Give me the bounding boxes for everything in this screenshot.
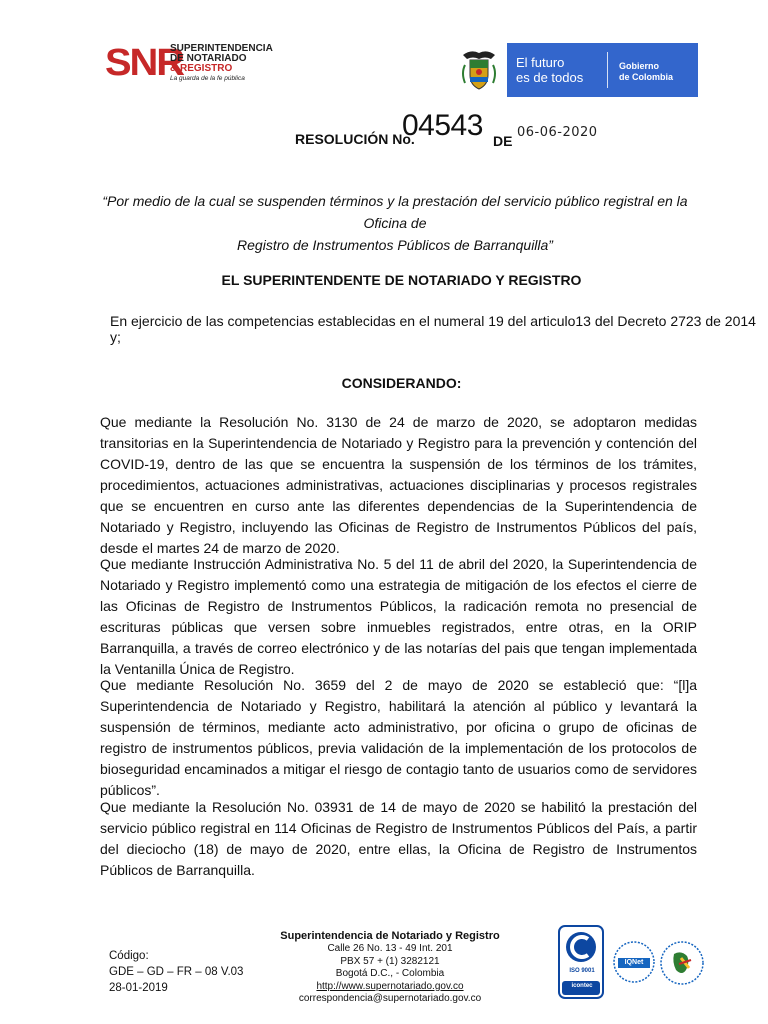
footer-contact (268, 929, 512, 1006)
footer-city: Bogotá D.C., - Colombia (335, 968, 445, 979)
snr-logo-letters: SNR (105, 42, 183, 84)
footer-email: correspondencia@supernotariado.gov.co (298, 993, 482, 1004)
subject-line1: “Por medio de la cual se suspenden términos y la prestación del servicio público registral en la Oficina de (102, 193, 688, 231)
footer-address: Calle 26 No. 13 - 49 Int. 201 (327, 943, 453, 954)
footer-org: Superintendencia de Notariado y Registro (280, 930, 500, 942)
snr-logo-line2: DE NOTARIADO (170, 53, 247, 64)
paragraph: Que mediante la Resolución No. 3130 de 24 de marzo de 2020, se adoptaron medidas transitorias en la Superintendencia de Notariado y Registro para la prevención y contención del COVID-19, dentro de las que se encuentra la suspensión de los términos de los trámites, procedimientos, actuaciones administrativas, actuaciones disciplinarias y procesos registrales que se encuentren en curso ante las diferentes dependencias de la Superintendencia de Notariado y Registro, incluyendo las Oficinas de Registro de Instrumentos Públicos del país, desde el martes 24 de marzo de 2020. (100, 414, 697, 556)
code-date: 28-01-2019 (109, 982, 168, 994)
resolution-label: RESOLUCIÓN No. (295, 131, 415, 147)
snr-logo-text (170, 44, 273, 83)
certification-seal-icon (659, 940, 705, 986)
gov-label-line2: de Colombia (619, 72, 674, 82)
paragraph: Que mediante la Resolución No. 03931 de 14 de mayo de 2020 se habilitó la prestación del servicio público registral en 114 Oficinas de Registro de Instrumentos Públicos del País, a partir del dieciocho (18) de mayo de 2020, entre ellas, la Oficina de Registro de Instrumentos Públicos de Barranquilla. (100, 799, 697, 878)
subject-line2: Registro de Instrumentos Públicos de Barranquilla” (237, 237, 553, 253)
gov-banner-divider (607, 52, 608, 88)
footer-phone: PBX 57 + (1) 3282121 (340, 955, 440, 967)
considerando-heading: CONSIDERANDO: (341, 375, 462, 391)
icontec-label: icontec (571, 983, 593, 989)
resolution-number: 04543 (402, 109, 483, 142)
iqnet-label: IQNet (624, 959, 644, 966)
authority-heading: EL SUPERINTENDENTE DE NOTARIADO Y REGISTRO (221, 272, 582, 288)
code-label: Código: (109, 950, 149, 962)
code-value: GDE – GD – FR – 08 V.03 (109, 966, 244, 978)
resolution-subject (100, 190, 690, 256)
snr-logo-line3: & REGISTRO (170, 63, 233, 74)
resolution-date: 06-06-2020 (517, 125, 598, 140)
resolution-de: DE (493, 133, 513, 149)
gov-slogan-line1: El futuro (516, 55, 565, 70)
exercise-clause: En ejercicio de las competencias establecidas en el numeral 19 del articulo13 del Decreto 2723 de 2014 y; (110, 313, 756, 345)
footer-website-link[interactable]: http://www.supernotariado.gov.co (316, 980, 464, 992)
gov-label-line1: Gobierno (619, 61, 659, 71)
document-code (109, 948, 243, 996)
gov-banner-slogan (516, 55, 583, 85)
iso-label: ISO 9001 (569, 968, 595, 974)
gov-banner-label (619, 61, 673, 83)
paragraph: Que mediante Resolución No. 3659 del 2 de mayo de 2020 se estableció que: “[l]a Superintendencia de Notariado y Registro, habilitará la atención al público y levantará la suspensión de términos, mediante acto administrativo, por oficina o grupo de oficinas de registro de instrumentos públicos, previa validación de la implementación de los protocolos de bioseguridad encaminados a mitigar el riesgo de contagio tanto de usuarios como de servidores públicos”. (100, 677, 697, 798)
snr-logo-line1: SUPERINTENDENCIA (170, 43, 273, 54)
snr-logo-tagline: La guarda de la fe pública (170, 75, 245, 82)
colombia-coat-of-arms-icon (451, 43, 507, 97)
gov-slogan-line2: es de todos (516, 70, 584, 85)
paragraph: Que mediante Instrucción Administrativa No. 5 del 11 de abril del 2020, la Superintendencia de Notariado y Registro implementó como una estrategia de mitigación de los efectos el cierre de las Oficinas de Registro de Instrumentos Públicos, la radicación remota no presencial de escrituras públicas que versen sobre inmuebles registrados, entre otras, en la ORIP Barranquilla, a través de correo electrónico y de las notarías del pais que tengan implementada la Ventanilla Única de Registro. (100, 556, 697, 677)
